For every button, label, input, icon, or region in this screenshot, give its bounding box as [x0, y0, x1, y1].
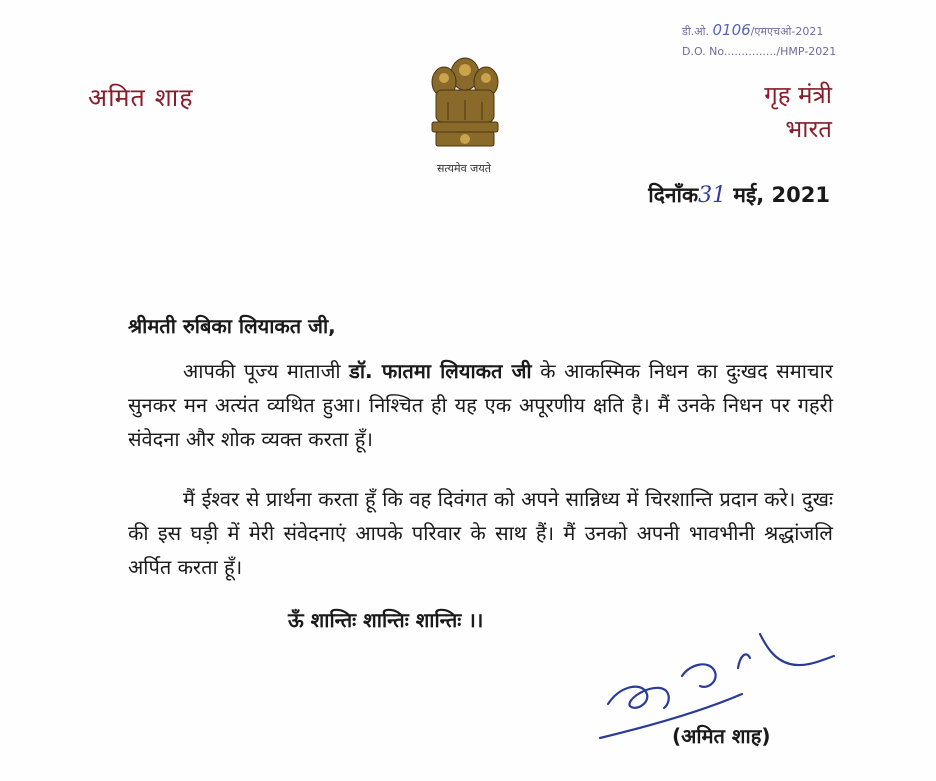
date-day: 31: [698, 183, 727, 208]
signatory-name: (अमित शाह): [672, 724, 771, 748]
designation-country: भारत: [785, 115, 832, 143]
stamp-line-hindi: [682, 20, 892, 42]
date-label: दिनाँक: [648, 183, 699, 207]
salutation: श्रीमती रुबिका लियाकत जी,: [128, 314, 336, 338]
paragraph-1: [128, 354, 833, 456]
deceased-name: डॉ. फातमा लियाकत जी: [349, 359, 532, 383]
paragraph-1-end: के आकस्मिक निधन का दुःखद समाचार सुनकर मन अत्यंत व्यथित हुआ। निश्चित ही यह एक अपूरणीय क्षति है। मैं उनके निधन पर गहरी संवेदना और शोक व्यक्त करता हूँ।: [128, 359, 833, 451]
stamp-number: 0106: [712, 21, 751, 39]
emblem-motto: सत्यमेव जयते: [436, 162, 491, 175]
dispatch-stamp: [682, 20, 892, 64]
letter-date: [648, 181, 830, 209]
designation-title: गृह मंत्री: [764, 81, 832, 109]
sender-name: अमित शाह: [88, 83, 194, 112]
paragraph-1-start: आपकी पूज्य माताजी: [183, 359, 350, 383]
designation: [764, 78, 832, 146]
date-month-year: मई, 2021: [726, 183, 830, 207]
stamp-line-english: D.O. No.............../HMP-2021: [682, 45, 837, 58]
paragraph-2: मैं ईश्वर से प्रार्थना करता हूँ कि वह दिवंगत को अपने सान्निध्य में चिरशान्ति प्रदान करे। दुखः की इस घड़ी में मेरी संवेदनाएं आपके परिवार के साथ हैं। मैं उनको अपनी भावभीनी श्रद्धांजलि अर्पित करता हूँ।: [128, 487, 833, 579]
stamp-suffix: /एमएचओ-2021: [750, 25, 824, 38]
stamp-prefix: डी.ओ.: [682, 25, 713, 38]
closing-prayer: ऊँ शान्तिः शान्तिः शान्तिः ।।: [288, 608, 484, 632]
